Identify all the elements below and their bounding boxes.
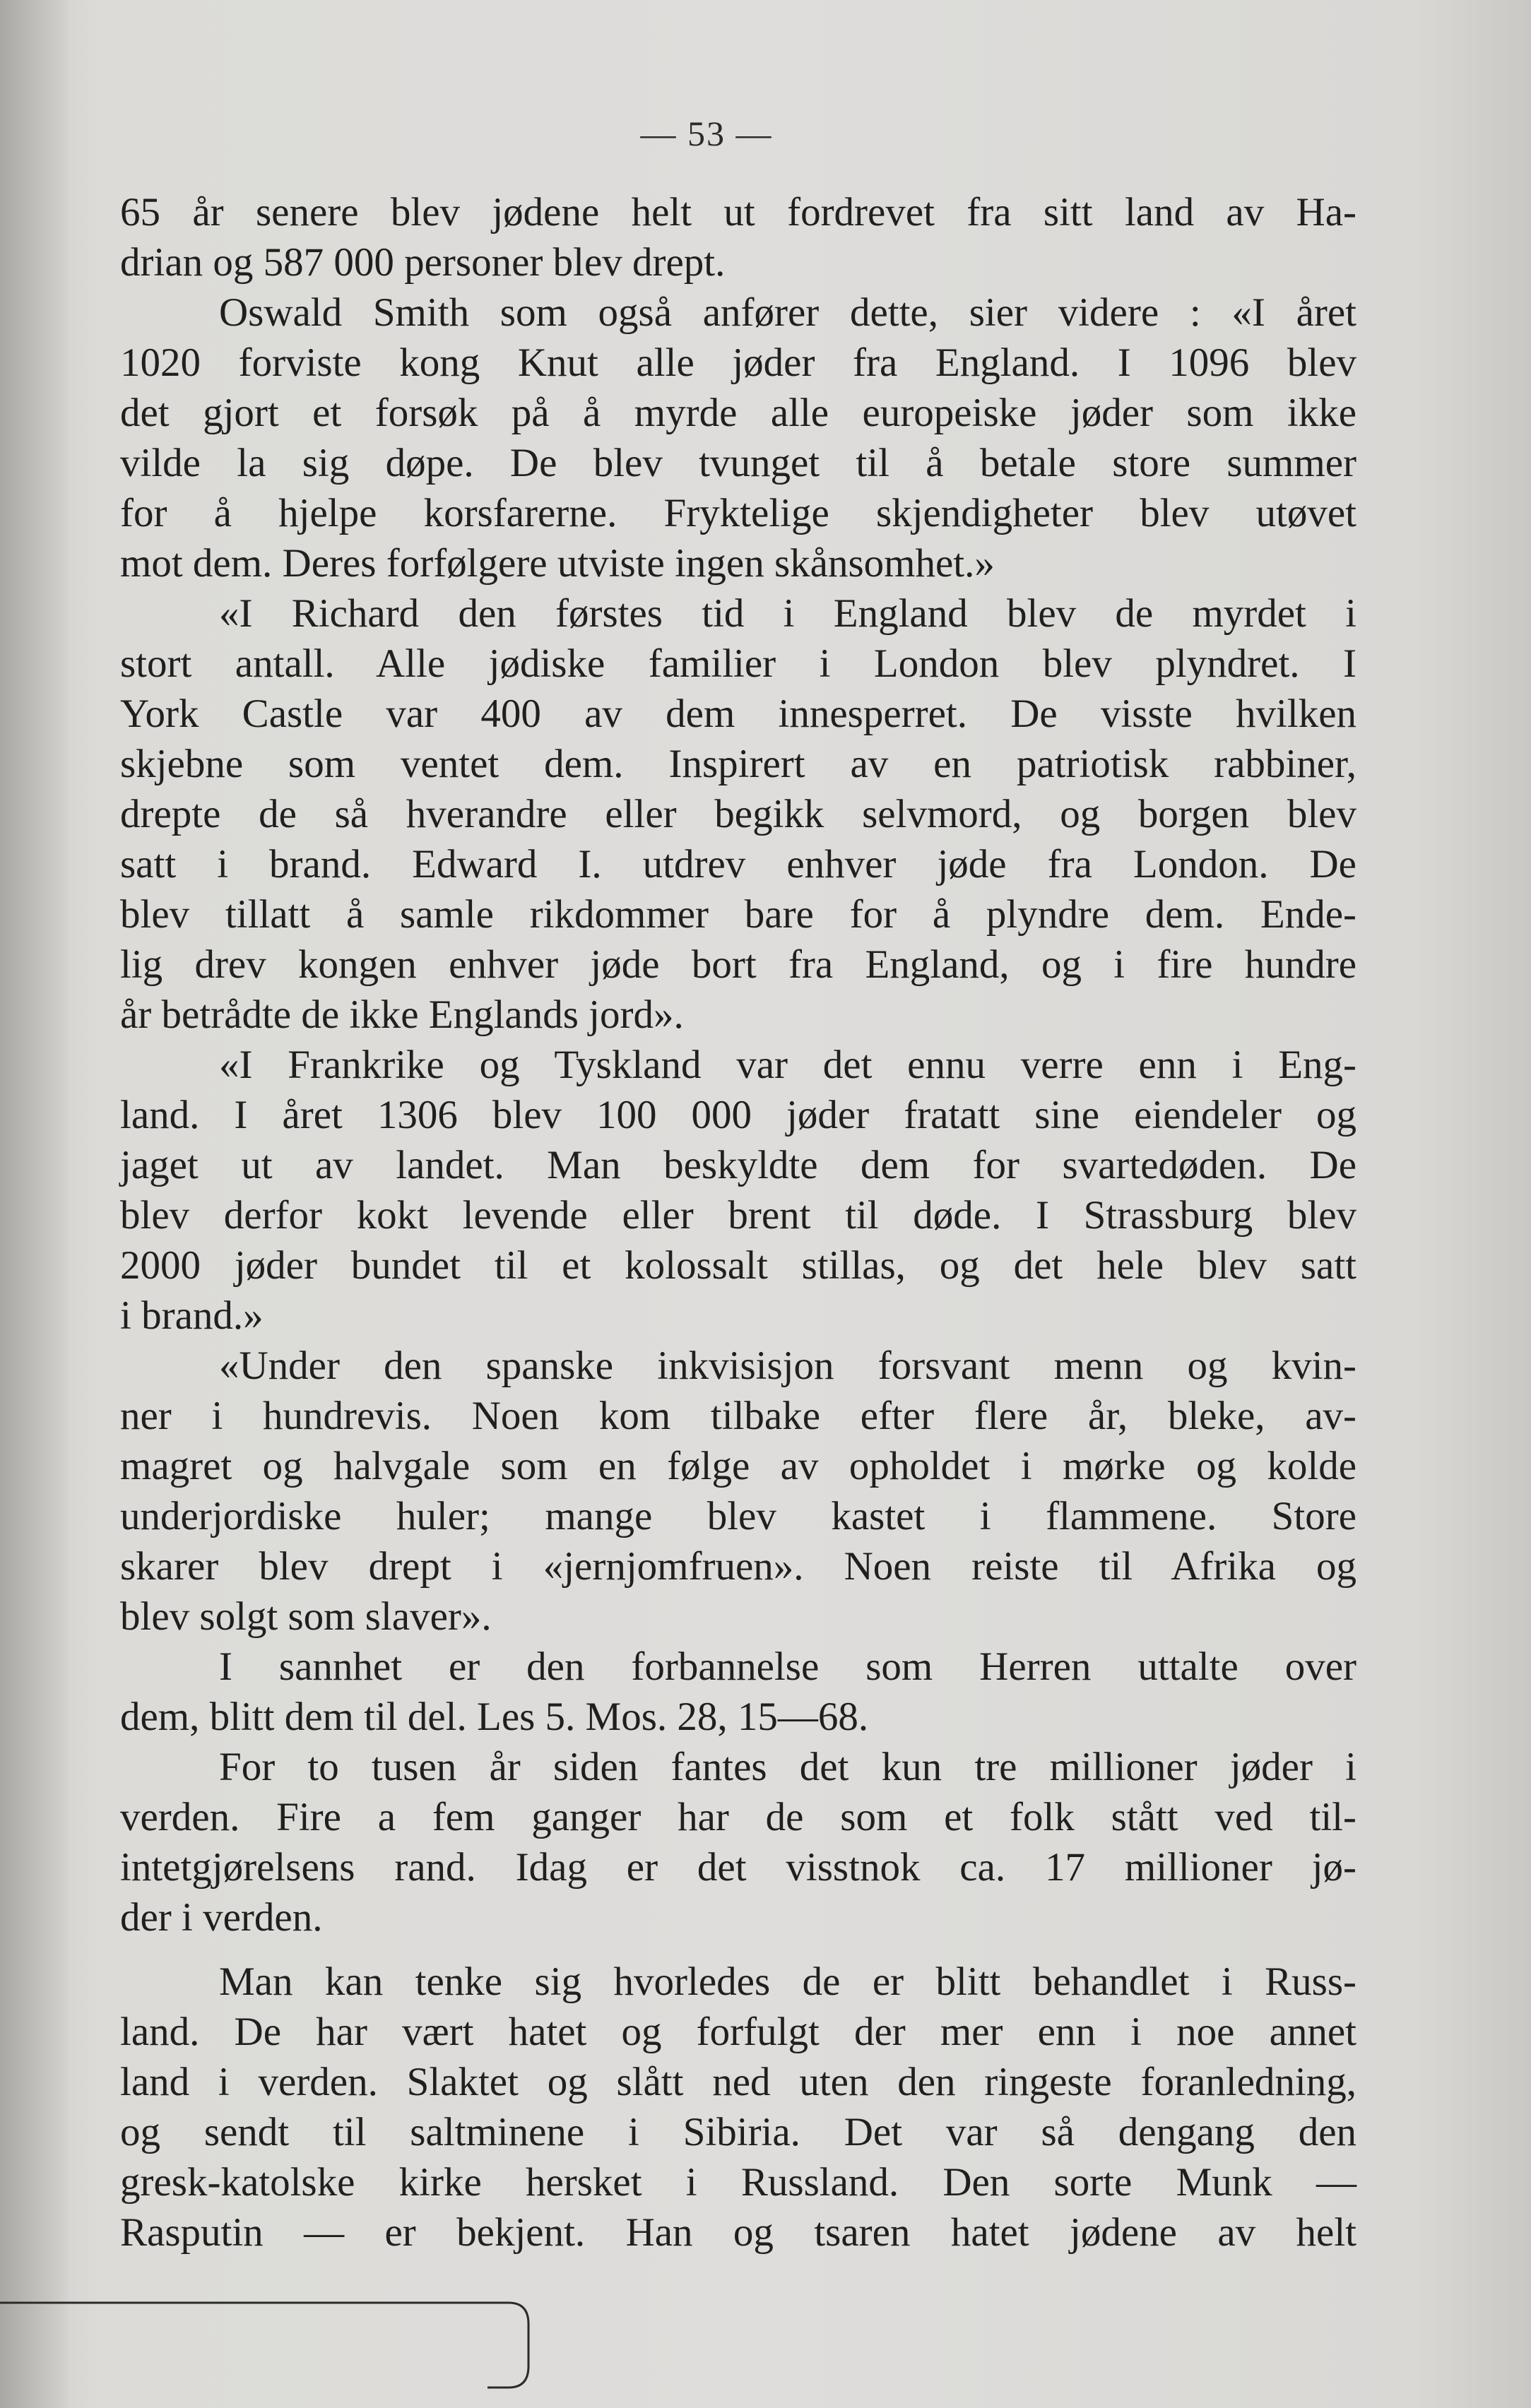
text-line: vilde la sig døpe. De blev tvunget til å betale store summer: [120, 441, 1356, 485]
text-line: for å hjelpe korsfarerne. Fryktelige skjendigheter blev utøvet: [120, 491, 1356, 535]
text-line: land. I året 1306 blev 100 000 jøder fratatt sine eiendeler og: [120, 1093, 1356, 1137]
text-line: stort antall. Alle jødiske familier i London blev plyndret. I: [120, 641, 1356, 686]
text-line: verden. Fire a fem ganger har de som et folk stått ved til-: [120, 1795, 1356, 1839]
text-line: 2000 jøder bundet til et kolossalt stillas, og det hele blev satt: [120, 1243, 1356, 1288]
text-line: mot dem. Deres forfølgere utviste ingen skånsomhet.»: [120, 541, 995, 586]
text-line: York Castle var 400 av dem innesperret. De visste hvilken: [120, 692, 1356, 736]
text-line: land i verden. Slaktet og slått ned uten den ringeste foranledning,: [120, 2060, 1356, 2104]
text-line: I sannhet er den forbannelse som Herren uttalte over: [219, 1644, 1356, 1689]
text-line: år betrådte de ikke Englands jord».: [120, 992, 684, 1037]
text-line: gresk-katolske kirke hersket i Russland. Den sorte Munk —: [120, 2160, 1356, 2205]
text-line: underjordiske huler; mange blev kastet i flammene. Store: [120, 1494, 1356, 1538]
text-line: «Under den spanske inkvisisjon forsvant menn og kvin-: [219, 1344, 1356, 1388]
text-line: satt i brand. Edward I. utdrev enhver jøde fra London. De: [120, 842, 1356, 886]
text-line: dem, blitt dem til del. Les 5. Mos. 28, 15—68.: [120, 1695, 869, 1739]
text-line: «I Richard den førstes tid i England blev de myrdet i: [219, 591, 1356, 636]
text-line: intetgjørelsens rand. Idag er det visstnok ca. 17 millioner jø-: [120, 1845, 1356, 1890]
text-line: 1020 forviste kong Knut alle jøder fra England. I 1096 blev: [120, 340, 1356, 385]
text-line: Rasputin — er bekjent. Han og tsaren hatet jødene av helt: [120, 2210, 1356, 2255]
text-line: drian og 587 000 personer blev drept.: [120, 240, 726, 285]
text-line: 65 år senere blev jødene helt ut fordrevet fra sitt land av Ha-: [120, 190, 1356, 235]
text-line: det gjort et forsøk på å myrde alle europeiske jøder som ikke: [120, 391, 1356, 435]
text-line: Man kan tenke sig hvorledes de er blitt behandlet i Russ-: [219, 1959, 1356, 2004]
text-line: blev derfor kokt levende eller brent til døde. I Strassburg blev: [120, 1193, 1356, 1238]
text-line: land. De har vært hatet og forfulgt der mer enn i noe annet: [120, 2010, 1356, 2054]
page-number: — 53 —: [640, 114, 773, 153]
body-text: [120, 187, 1356, 2258]
bottom-bracket-mark: [0, 2289, 537, 2395]
text-line: blev solgt som slaver».: [120, 1594, 492, 1639]
text-line: magret og halvgale som en følge av opholdet i mørke og kolde: [120, 1444, 1356, 1488]
text-line: drepte de så hverandre eller begikk selvmord, og borgen blev: [120, 792, 1356, 836]
text-line: skjebne som ventet dem. Inspirert av en patriotisk rabbiner,: [120, 742, 1356, 786]
text-line: i brand.»: [120, 1293, 264, 1338]
page-binding-shadow: [0, 0, 71, 2408]
text-line: «I Frankrike og Tyskland var det ennu verre enn i Eng-: [219, 1043, 1356, 1087]
text-line: Oswald Smith som også anfører dette, sier videre : «I året: [219, 290, 1356, 335]
text-line: For to tusen år siden fantes det kun tre millioner jøder i: [219, 1745, 1356, 1789]
text-line: ner i hundrevis. Noen kom tilbake efter flere år, bleke, av-: [120, 1394, 1356, 1438]
text-line: lig drev kongen enhver jøde bort fra England, og i fire hundre: [120, 942, 1356, 987]
text-line: og sendt til saltminene i Sibiria. Det var så dengang den: [120, 2110, 1356, 2154]
text-line: der i verden.: [120, 1895, 323, 1940]
text-line: blev tillatt å samle rikdommer bare for å plyndre dem. Ende-: [120, 892, 1356, 937]
text-line: jaget ut av landet. Man beskyldte dem for svartedøden. De: [120, 1143, 1356, 1187]
text-line: skarer blev drept i «jernjomfruen». Noen reiste til Afrika og: [120, 1544, 1356, 1589]
